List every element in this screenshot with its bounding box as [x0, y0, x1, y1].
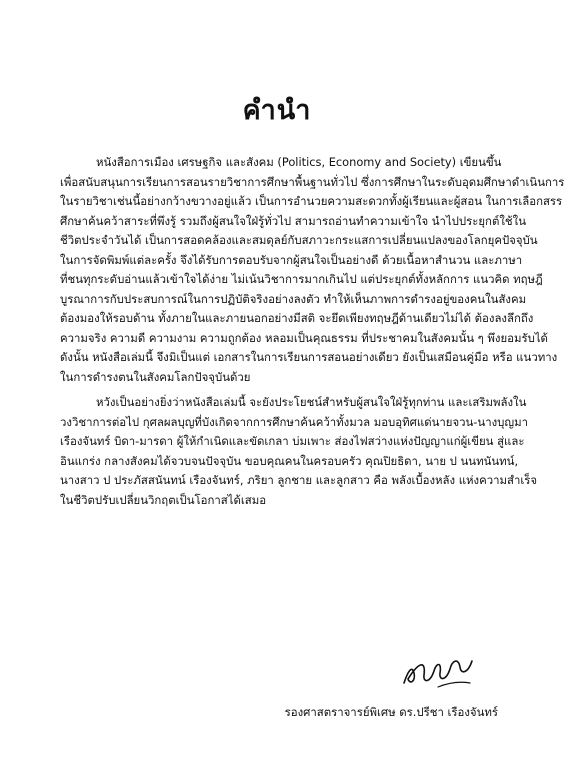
preface-body — [60, 153, 564, 510]
paragraph-line: ความจริง ความดี ความงาม ความถูกต้อง หลอมเป็นคุณธรรม ที่ประชาคมในสังคมนั้น ๆ พึงยอมรับได้ — [60, 330, 548, 345]
paragraph-2 — [60, 393, 538, 510]
paragraph-line: อินแกร่ง กลางสังคมได้จวบจนปัจจุบัน ขอบคุณคนในครอบครัว คุณปิยธิดา, นาย ป นนทนันทน์, — [60, 453, 519, 468]
paragraph-line: หวังเป็นอย่างยิ่งว่าหนังสือเล่มนี้ จะยังประโยชน์สำหรับผู้สนใจใฝ่รู้ทุกท่าน และเสริมพลังใน — [96, 395, 527, 409]
paragraph-line: วงวิชาการต่อไป กุศลผลบุญที่บังเกิดจากการศึกษาค้นคว้าทั้งมวล มอบอุทิศแด่นายจวน-นางบุญมา — [60, 414, 529, 429]
author-signature — [398, 653, 478, 693]
paragraph-line: บูรณาการกับประสบการณ์ในการปฏิบัติจริงอย่างลงตัว ทำให้เห็นภาพการดำรงอยู่ของคนในสังคม — [60, 291, 527, 306]
page-title: คำนำ — [242, 95, 312, 126]
paragraph-line: ที่ชนทุกระดับอ่านแล้วเข้าใจได้ง่าย ไม่เน้นวิชาการมากเกินไป แต่ประยุกต์ทั้งหลักการ แนวคิด ทฤษฎี — [60, 272, 543, 286]
paragraph-line: ในรายวิชาเช่นนี้อย่างกว้างขวางอยู่แล้ว เป็นการอำนวยความสะดวกทั้งผู้เรียนและผู้สอน ในการเลือกสรร — [60, 194, 563, 208]
paragraph-line: เพื่อสนับสนุนการเรียนการสอนรายวิชาการศึกษาพื้นฐานทั่วไป ซึ่งการศึกษาในระดับอุดมศึกษาดำเนินการ — [60, 174, 564, 189]
paragraph-line: ในการจัดพิมพ์แต่ละครั้ง จึงได้รับการตอบรับจากผู้สนใจเป็นอย่างดี ด้วยเนื้อหาสำนวน และภาษา — [60, 252, 523, 267]
signature-graphic — [398, 653, 478, 693]
author-name: รองศาสตราจารย์พิเศษ ดร.ปรีชา เรืองจันทร์ — [284, 705, 498, 719]
paragraph-line: ในชีวิตปรับเปลี่ยนวิกฤตเป็นโอกาสได้เสมอ — [60, 492, 267, 507]
paragraph-line: นางสาว ป ประภัสสนันทน์ เรืองจันทร์, ภริยา ลูกชาย และลูกสาว คือ พลังเบื้องหลัง แห่งความสำเร็จ — [60, 473, 538, 487]
paragraph-1 — [60, 153, 564, 387]
paragraph-line: เรืองจันทร์ บิดา-มารดา ผู้ให้กำเนิดและขัดเกลา บ่มเพาะ ส่องไฟสว่างแห่งปัญญาแก่ผู้เขียน สู่และ — [60, 434, 525, 448]
paragraph-line: ในการดำรงตนในสังคมโลกปัจจุบันด้วย — [60, 369, 251, 384]
paragraph-line: หนังสือการเมือง เศรษฐกิจ และสังคม (Politics, Economy and Society) เขียนขึ้น — [96, 155, 502, 169]
paragraph-line: ศึกษาค้นคว้าสาระที่พึงรู้ รวมถึงผู้สนใจใฝ่รู้ทั่วไป สามารถอ่านทำความเข้าใจ นำไปประยุกต์ใช้ใน — [60, 213, 526, 228]
paragraph-line: ต้องมองให้รอบด้าน ทั้งภายในและภายนอกอย่างมีสติ จะยึดเพียงทฤษฎีด้านเดียวไม่ได้ ต้องลงลึกถึง — [60, 311, 534, 325]
paragraph-line: ชีวิตประจำวันได้ เป็นการสอดคล้องและสมดุลย์กับสภาวะกระแสการเปลี่ยนแปลงของโลกยุคปัจจุบัน — [60, 233, 538, 247]
paragraph-line: ดังนั้น หนังสือเล่มนี้ จึงมิเป็นแต่ เอกสารในการเรียนการสอนอย่างเดียว ยังเป็นเสมือนคู่มือ หรือ แนวทาง — [60, 350, 558, 364]
